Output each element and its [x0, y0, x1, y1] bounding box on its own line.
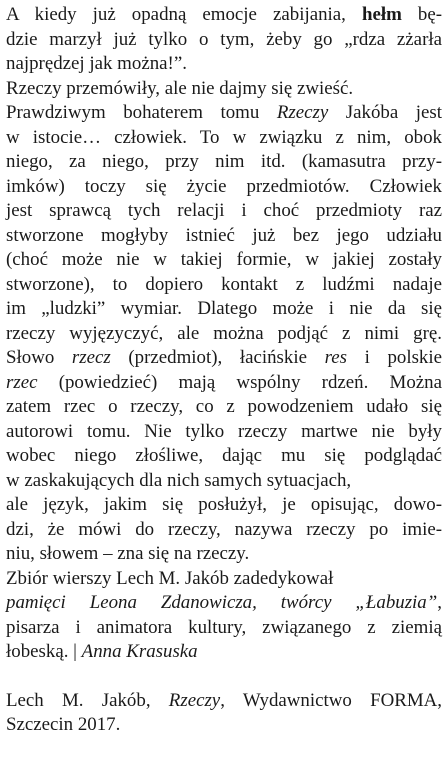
- italic-title: Anna Krasuska: [81, 641, 198, 662]
- text-segment: w istocie… człowiek. To w związku z nim, obok: [6, 126, 442, 148]
- text-line: [6, 199, 442, 224]
- text-segment: Jakóba jest: [328, 102, 442, 123]
- text-segment: dzi, że mówi do rzeczy, nazywa rzeczy po imie-: [6, 518, 442, 540]
- italic-title: Rzeczy: [276, 102, 329, 123]
- text-segment: łobeską. |: [6, 641, 82, 662]
- text-line: [6, 420, 442, 445]
- text-segment: stworzone mogłyby istnieć już bez jego udziału: [6, 224, 442, 246]
- text-line: [6, 371, 442, 396]
- text-segment: dzie marzył już tylko o tym, żeby go „rdza zżarła: [6, 28, 442, 50]
- text-segment: Prawdziwym bohaterem tomu: [6, 102, 277, 123]
- text-line: [6, 3, 442, 28]
- text-segment: (choć może nie w takiej formie, w jakiej zostały: [6, 249, 442, 270]
- text-segment: pisarza i animatora kultury, związanego z ziemią: [6, 616, 442, 638]
- text-line: [6, 175, 442, 200]
- text-segment: niu, słowem – zna się na rzeczy.: [6, 543, 250, 564]
- paragraph-gap: [6, 665, 442, 689]
- text-line: [6, 395, 442, 420]
- text-line: [6, 493, 442, 518]
- text-segment: imków) toczy się życie przedmiotów. Człowiek: [6, 175, 442, 197]
- text-line: [6, 542, 442, 567]
- text-line: [6, 28, 442, 53]
- text-segment: i polskie: [346, 347, 443, 368]
- text-segment: najprędzej jak można!”.: [6, 53, 187, 74]
- text-segment: Szczecin 2017.: [6, 714, 121, 735]
- text-segment: Zbiór wierszy Lech M. Jakób zadedykował: [6, 567, 334, 589]
- text-segment: A kiedy już opadną emocje zabijania,: [6, 4, 362, 25]
- text-line: [6, 126, 442, 151]
- text-segment: zatem rzec o rzeczy, co z powodzeniem udało się: [6, 396, 442, 417]
- text-segment: ale język, jakim się posłużył, je opisując, dowo-: [6, 494, 442, 515]
- text-segment: bę-: [401, 4, 442, 25]
- review-page: [6, 3, 442, 738]
- italic-title: rzecz: [71, 347, 111, 368]
- text-line: [6, 689, 442, 714]
- text-segment: rzeczy wyjęzyczyć, ale można podjąć z nimi grę.: [6, 322, 442, 344]
- text-line: [6, 77, 442, 102]
- text-segment: (powiedzieć) mają wspólny rdzeń. Można: [37, 371, 442, 393]
- text-line: [6, 640, 442, 665]
- text-segment: wobec niego złośliwe, dając mu się podglądać: [6, 445, 442, 466]
- italic-title: res: [324, 347, 347, 368]
- text-line: [6, 713, 442, 738]
- text-segment: Rzeczy przemówiły, ale nie dajmy się zwieść.: [6, 77, 354, 99]
- text-segment: Słowo: [6, 347, 72, 368]
- text-segment: jest sprawcą tych relacji i choć przedmioty raz: [6, 200, 442, 221]
- text-segment: im „ludzki” wymiar. Dlatego może i nie da się: [6, 298, 442, 319]
- text-line: [6, 101, 442, 126]
- text-line: [6, 322, 442, 347]
- text-segment: autorowi tomu. Nie tylko rzeczy martwe nie były: [6, 420, 442, 442]
- italic-title: rzec: [6, 371, 38, 393]
- text-line: [6, 591, 442, 616]
- text-segment: stworzone), to dopiero kontakt z ludźmi nadaje: [6, 273, 442, 295]
- italic-title: Rzeczy: [168, 689, 221, 711]
- text-segment: Lech M. Jakób,: [6, 689, 169, 711]
- text-line: [6, 444, 442, 469]
- text-line: [6, 150, 442, 175]
- text-line: [6, 273, 442, 298]
- text-segment: , Wydawnictwo FORMA,: [220, 689, 442, 711]
- text-line: [6, 518, 442, 543]
- bibliographic-note: [6, 689, 442, 738]
- text-line: [6, 346, 442, 371]
- text-line: [6, 297, 442, 322]
- bold-word: hełm: [361, 4, 402, 25]
- italic-title: pamięci Leona Zdanowicza, twórcy „Łabuzia”: [6, 592, 438, 613]
- text-line: [6, 469, 442, 494]
- review-text: [6, 3, 442, 665]
- text-line: [6, 52, 442, 77]
- text-line: [6, 224, 442, 249]
- text-segment: (przedmiot), łacińskie: [110, 347, 325, 368]
- text-line: [6, 248, 442, 273]
- text-segment: w zaskakujących dla nich samych sytuacjach,: [6, 469, 352, 491]
- text-segment: niego, za niego, przy nim itd. (kamasutra przy-: [6, 151, 442, 172]
- text-line: [6, 616, 442, 641]
- text-line: [6, 567, 442, 592]
- text-segment: ,: [437, 592, 442, 613]
